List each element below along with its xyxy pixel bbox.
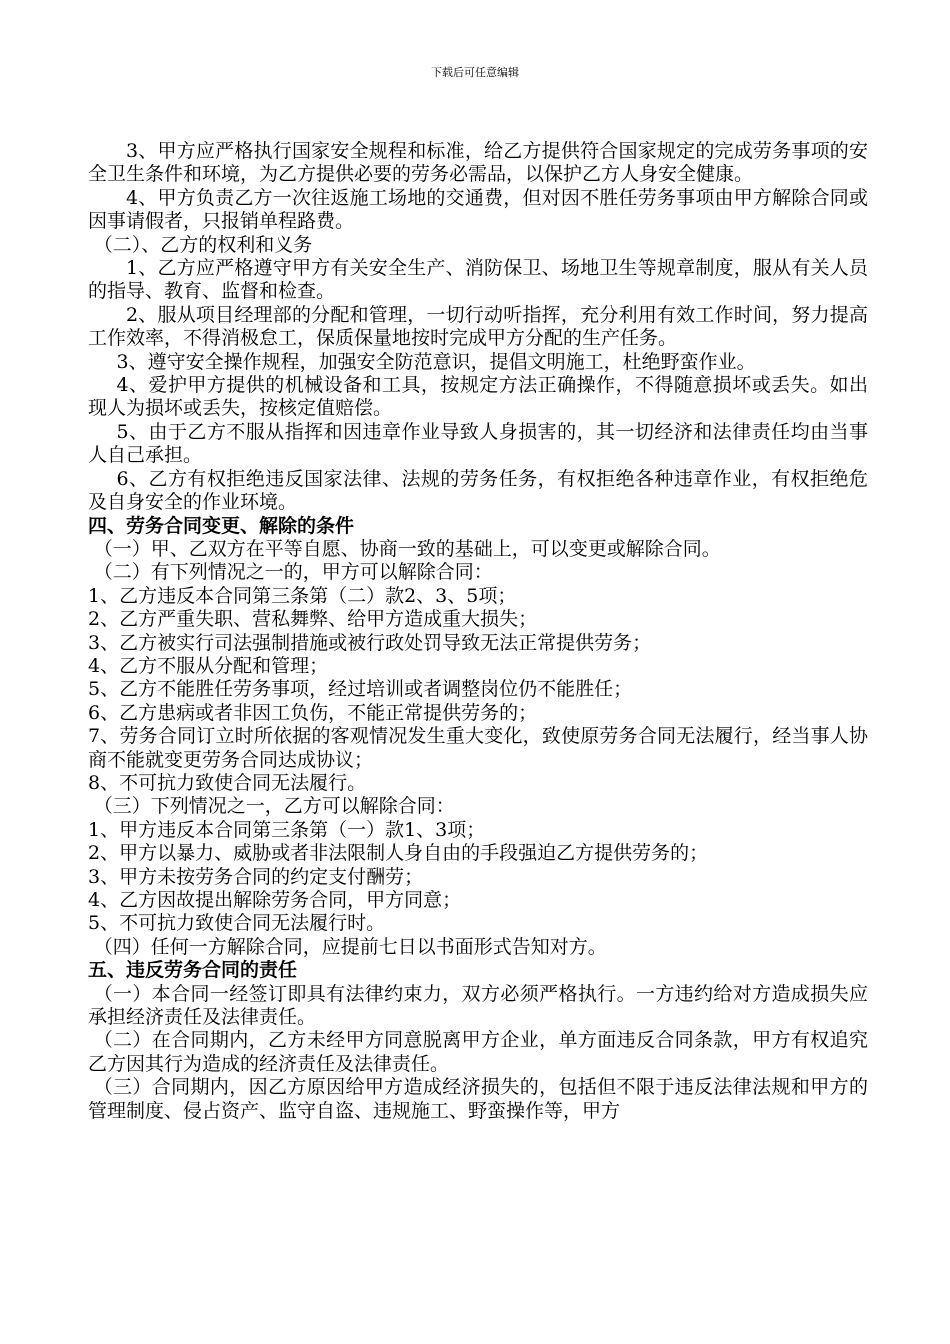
clause-4-2-item-2: 2、乙方严重失职、营私舞弊、给甲方造成重大损失； <box>88 608 538 631</box>
clause-4-3-item-2: 2、甲方以暴力、威胁或者非法限制人身自由的手段强迫乙方提供劳务的； <box>88 842 709 865</box>
clause-4-2-item-3: 3、乙方被实行司法强制措施或被行政处罚导致无法正常提供劳务； <box>88 631 652 654</box>
clause-4-2-item-4: 4、乙方不服从分配和管理； <box>88 654 329 677</box>
clause-4-3-item-3: 3、甲方未按劳务合同的约定支付酬劳； <box>88 865 424 888</box>
clause-4-3-item-5: 5、不可抗力致使合同无法履行时。 <box>88 912 386 935</box>
section-heading-5: 五、违反劳务合同的责任 <box>88 959 298 982</box>
clause-5-3: （三）合同期内，因乙方原因给甲方造成经济损失的，包括但不限于违反法律法规和甲方的管理制度、侵占资产、监守自盗、违规施工、野蛮操作等，甲方 <box>88 1076 868 1122</box>
clause-4-3-item-1: 1、甲方违反本合同第三条第（一）款1、3项； <box>88 818 486 841</box>
clause-4-3-item-4: 4、乙方因故提出解除劳务合同，甲方同意； <box>88 889 462 911</box>
paragraph-party-b-4: 4、爱护甲方提供的机械设备和工具，按规定方法正确操作，不得随意损坏或丢失。如出现人为损坏或丢失，按核定值赔偿。 <box>88 374 868 420</box>
section-heading-4: 四、劳务合同变更、解除的条件 <box>88 514 355 537</box>
paragraph-party-a-travel: 4、甲方负责乙方一次往返施工场地的交通费，但对因不胜任劳务事项由甲方解除合同或因事请假者，只报销单程路费。 <box>88 186 868 233</box>
clause-4-2-item-1: 1、乙方违反本合同第三条第（二）款2、3、5项； <box>88 584 517 607</box>
clause-4-2-item-7: 7、劳务合同订立时所依据的客观情况发生重大变化，致使原劳务合同无法履行，经当事人协商不能就变更劳务合同达成协议； <box>88 725 868 771</box>
paragraph-party-b-1: 1、乙方应严格遵守甲方有关安全生产、消防保卫、场地卫生等规章制度，服从有关人员的指导、教育、监督和检查。 <box>88 257 868 303</box>
paragraph-party-b-6: 6、乙方有权拒绝违反国家法律、法规的劳务任务，有权拒绝各种违章作业，有权拒绝危及自身安全的作业环境。 <box>88 467 868 514</box>
paragraph-party-b-2: 2、服从项目经理部的分配和管理，一切行动听指挥，充分利用有效工作时间，努力提高工作效率，不得消极怠工，保质保量地按时完成甲方分配的生产任务。 <box>88 303 868 350</box>
clause-5-1: （一）本合同一经签订即具有法律约束力，双方必须严格执行。一方违约给对方造成损失应承担经济责任及法律责任。 <box>88 982 868 1029</box>
clause-4-2-item-6: 6、乙方患病或者非因工负伤，不能正常提供劳务的； <box>88 701 538 724</box>
subheading-party-b-rights: （二）、乙方的权利和义务 <box>93 233 313 256</box>
clause-4-4: （四）任何一方解除合同，应提前七日以书面形式告知对方。 <box>93 935 607 958</box>
clause-4-2-item-8: 8、不可抗力致使合同无法履行。 <box>88 771 367 794</box>
paragraph-party-a-safety: 3、甲方应严格执行国家安全规程和标准，给乙方提供符合国家规定的完成劳务事项的安全卫生条件和环境，为乙方提供必要的劳务必需品，以保护乙方人身安全健康。 <box>88 140 868 186</box>
clause-4-2: （二）有下列情况之一的，甲方可以解除合同： <box>93 561 493 584</box>
paragraph-party-b-5: 5、由于乙方不服从指挥和因违章作业导致人身损害的，其一切经济和法律责任均由当事人自己承担。 <box>88 420 868 467</box>
clause-4-2-item-5: 5、乙方不能胜任劳务事项，经过培训或者调整岗位仍不能胜任； <box>88 678 633 701</box>
page-header-note: 下载后可任意编辑 <box>431 66 519 79</box>
document-body <box>88 140 868 1123</box>
clause-4-3: （三）下列情况之一，乙方可以解除合同： <box>93 795 455 818</box>
paragraph-party-b-3: 3、遵守安全操作规程，加强安全防范意识，提倡文明施工，杜绝野蛮作业。 <box>116 350 756 373</box>
clause-5-2: （二）在合同期内，乙方未经甲方同意脱离甲方企业，单方面违反合同条款，甲方有权追究乙方因其行为造成的经济责任及法律责任。 <box>88 1029 868 1075</box>
clause-4-1: （一）甲、乙双方在平等自愿、协商一致的基础上，可以变更或解除合同。 <box>93 537 721 560</box>
